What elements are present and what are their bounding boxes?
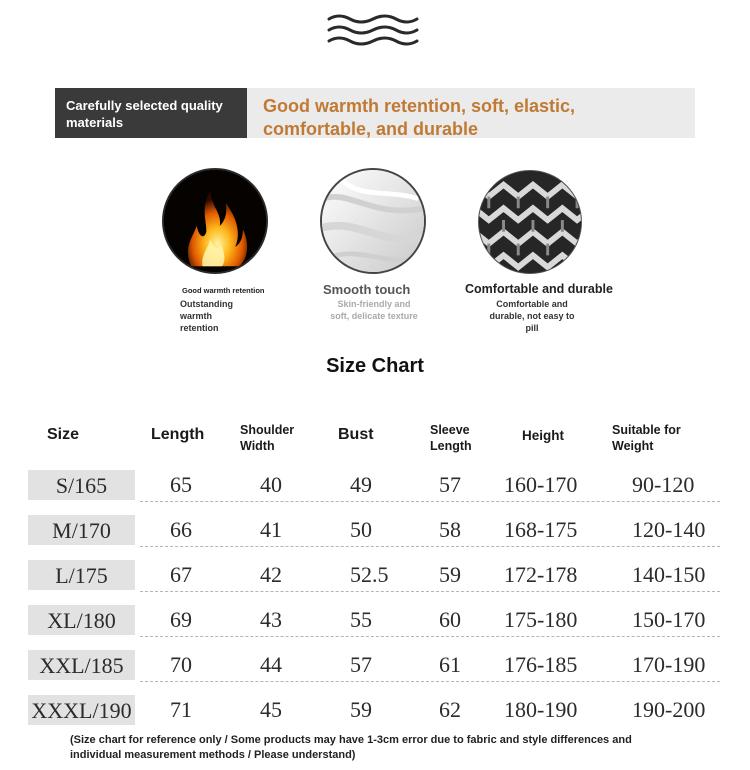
- height-cell: 176-185: [504, 652, 578, 677]
- height-cell: 160-170: [504, 472, 578, 497]
- banner-tagline-line: Good warmth retention, soft, elastic,: [263, 96, 576, 116]
- size-cell: L/175: [55, 563, 108, 588]
- header-bust: Bust: [338, 426, 374, 443]
- shoulder-cell: 45: [260, 697, 282, 722]
- length-cell: 71: [170, 697, 192, 722]
- row-divider: [140, 546, 720, 547]
- weight-cell: 150-170: [632, 607, 706, 632]
- row-divider: [140, 681, 720, 682]
- size-cell: XXL/185: [39, 653, 124, 678]
- shoulder-cell: 44: [260, 652, 282, 677]
- bust-cell: 55: [350, 607, 372, 632]
- shoulder-cell: 41: [260, 517, 282, 542]
- height-cell: 168-175: [504, 517, 578, 542]
- banner-tagline: [263, 95, 575, 141]
- height-cell: 180-190: [504, 697, 578, 722]
- shoulder-cell: 43: [260, 607, 282, 632]
- weight-cell: 120-140: [632, 517, 706, 542]
- feature-description-line: Comfortable and: [496, 299, 568, 309]
- weight-cell: 140-150: [632, 562, 706, 587]
- bust-cell: 52.5: [350, 562, 389, 587]
- length-cell: 66: [170, 517, 192, 542]
- row-divider: [140, 636, 720, 637]
- sleeve-cell: 57: [439, 472, 461, 497]
- length-cell: 70: [170, 652, 192, 677]
- weight-cell: 170-190: [632, 652, 706, 677]
- silk-fabric-icon: [320, 168, 426, 274]
- feature-description-line: pill: [525, 323, 539, 333]
- size-cell: XXXL/190: [31, 698, 132, 723]
- feature-description-line: durable, not easy to: [489, 311, 575, 321]
- wave-icon: [326, 12, 420, 48]
- size-cell: M/170: [52, 518, 111, 543]
- banner-label: [55, 88, 247, 138]
- bust-cell: 50: [350, 517, 372, 542]
- shoulder-cell: 42: [260, 562, 282, 587]
- footnote-line: (Size chart for reference only / Some products may have 1-3cm error due to fabric and style differences and: [70, 734, 632, 746]
- header-size: Size: [47, 426, 80, 443]
- length-cell: 67: [170, 562, 192, 587]
- sleeve-cell: 62: [439, 697, 461, 722]
- header-line: Sleeve: [430, 423, 470, 437]
- header-length: Length: [151, 426, 205, 443]
- sleeve-cell: 61: [439, 652, 461, 677]
- size-cell: S/165: [55, 473, 108, 498]
- feature-description: [478, 298, 586, 334]
- bust-cell: 59: [350, 697, 372, 722]
- header-line: Width: [240, 439, 275, 453]
- banner-label-line: materials: [66, 115, 124, 130]
- feature-description-line: retention: [180, 323, 219, 333]
- feature-description-line: Outstanding: [180, 299, 233, 309]
- header-line: Shoulder: [240, 423, 295, 437]
- feature-description-line: warmth: [180, 311, 213, 321]
- feature-description: [322, 298, 426, 322]
- sleeve-cell: 58: [439, 517, 461, 542]
- bust-cell: 57: [350, 652, 372, 677]
- header-line: Weight: [612, 439, 654, 453]
- shoulder-cell: 40: [260, 472, 282, 497]
- feature-title: Smooth touch: [323, 282, 411, 297]
- flame-icon: [162, 168, 268, 274]
- size-chart-title: Size Chart: [326, 355, 424, 377]
- knit-mesh-icon: [478, 170, 582, 274]
- height-cell: 172-178: [504, 562, 578, 587]
- length-cell: 65: [170, 472, 192, 497]
- header-line: Suitable for: [612, 423, 681, 437]
- feature-description: [180, 298, 233, 334]
- feature-description-line: soft, delicate texture: [330, 311, 418, 321]
- header-shoulder-width: [240, 422, 294, 454]
- weight-cell: 90-120: [632, 472, 695, 497]
- feature-title: Comfortable and durable: [465, 282, 613, 296]
- size-chart-footnote: [70, 733, 730, 763]
- row-divider: [140, 591, 720, 592]
- length-cell: 69: [170, 607, 192, 632]
- row-divider: [140, 501, 720, 502]
- header-sleeve-length: [430, 422, 472, 454]
- header-weight: [612, 422, 681, 454]
- feature-title: Good warmth retention: [182, 286, 265, 295]
- sleeve-cell: 59: [439, 562, 461, 587]
- size-cell: XL/180: [47, 608, 116, 633]
- bust-cell: 49: [350, 472, 372, 497]
- banner-tagline-line: comfortable, and durable: [263, 119, 479, 139]
- header-line: Length: [430, 439, 472, 453]
- height-cell: 175-180: [504, 607, 578, 632]
- header-height: Height: [522, 428, 564, 443]
- footnote-line: individual measurement methods / Please understand): [70, 749, 356, 761]
- weight-cell: 190-200: [632, 697, 706, 722]
- feature-description-line: Skin-friendly and: [337, 299, 411, 309]
- sleeve-cell: 60: [439, 607, 461, 632]
- banner-label-line: Carefully selected quality: [66, 98, 223, 113]
